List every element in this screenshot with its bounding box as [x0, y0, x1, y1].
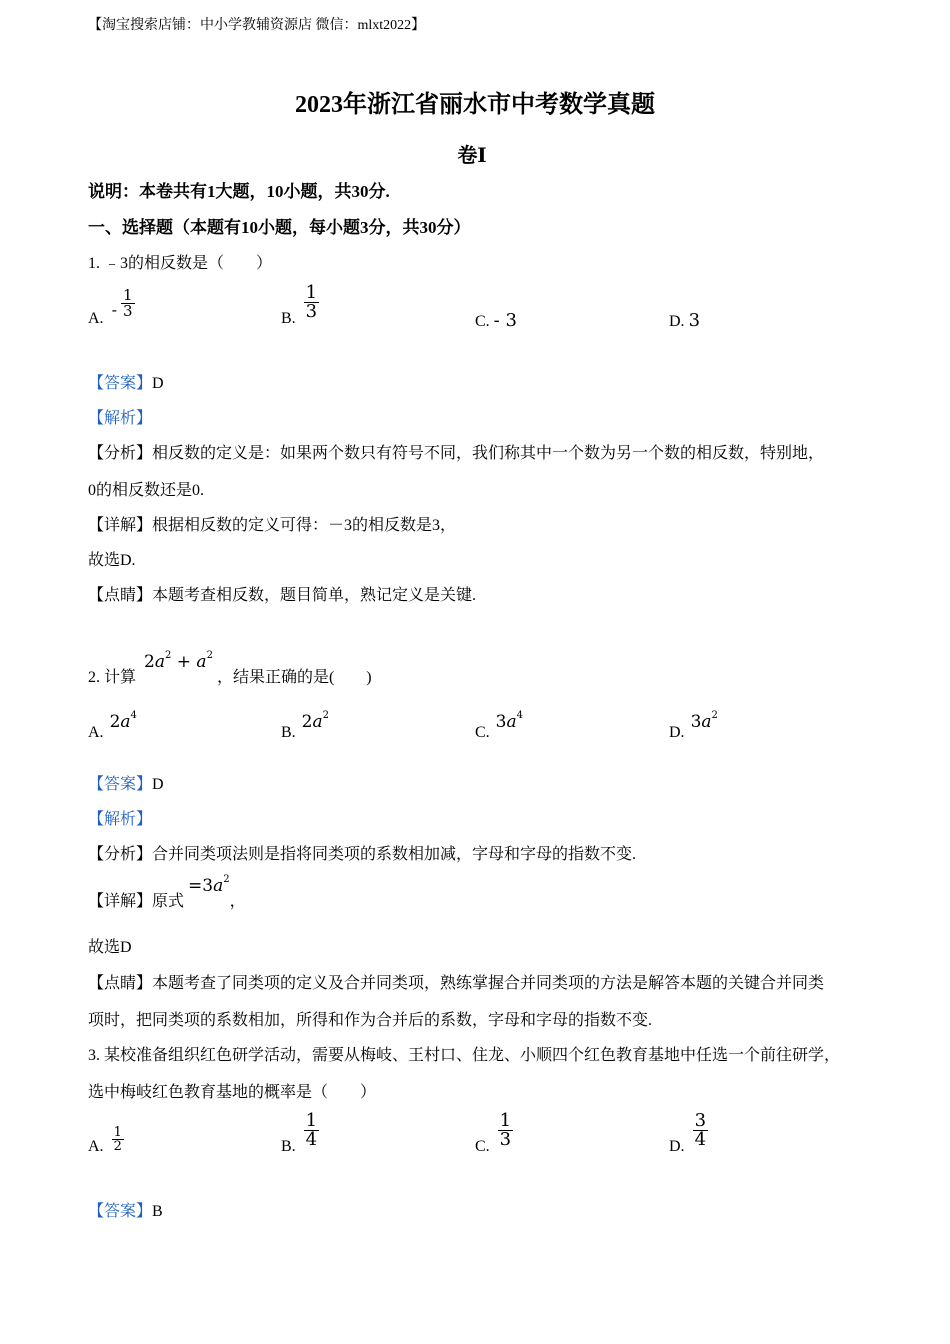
q2-dianjing-cont: 项时，把同类项的系数相加，所得和作为合并后的系数，字母和字母的指数不变. — [88, 1012, 653, 1029]
q1-option-b — [281, 284, 319, 328]
q1-option-a-label: A. — [88, 310, 104, 327]
q2-stem: 2. 计算 $2a^2 + a^2$ ，结果正确的是( ) — [88, 650, 372, 686]
q3-option-d: D. $\frac{3}{4}$ — [669, 1110, 707, 1155]
q2-dianjing: 【点睛】本题考查了同类项的定义及合并同类项，熟练掌握合并同类项的方法是解答本题的关键合并同类 — [88, 975, 825, 992]
q3-option-c-fraction: $\frac{1}{3}$ — [499, 1110, 512, 1150]
q1-dianjing: 【点睛】本题考查相反数，题目简单，熟记定义是关键. — [88, 587, 477, 604]
q3-option-a: A. $\frac{1}{2}$ — [88, 1125, 122, 1155]
q1-option-b-label: B. — [281, 310, 296, 327]
q1-analysis-tag: 【解析】 — [88, 410, 153, 427]
page-title: 2023年浙江省丽水市中考数学真题 — [295, 92, 655, 118]
q1-option-b-fraction: $\frac{1}{3}$ — [305, 282, 318, 322]
q3-answer: 【答案】B — [88, 1203, 163, 1220]
q3-stem-cont: 选中梅岐红色教育基地的概率是（ ） — [88, 1084, 377, 1101]
q3-option-a-fraction: $\frac{1}{2}$ — [113, 1125, 122, 1154]
q2-xiangjie: 【详解】原式 $=3a^2$， — [88, 874, 246, 910]
q2-choice: 故选D — [88, 939, 132, 956]
header-note: 【淘宝搜索店铺：中小学教辅资源店 微信：mlxt2022】 — [88, 18, 426, 33]
q1-option-d-label: D. — [669, 313, 685, 330]
q2-option-c: C. $3a^4$ — [475, 710, 524, 741]
q3-stem: 3. 某校准备组织红色研学活动，需要从梅岐、王村口、住龙、小顺四个红色教育基地中任选一个前往研学， — [88, 1047, 841, 1064]
q1-choice: 故选D. — [88, 552, 136, 569]
q1-option-a — [88, 284, 135, 328]
q1-fenxi-cont: 0的相反数还是0. — [88, 482, 205, 499]
q1-option-d — [669, 310, 700, 331]
q3-option-b-fraction: $\frac{1}{4}$ — [305, 1110, 318, 1150]
q2-expression: $2a^2 + a^2$ — [144, 650, 213, 672]
q2-option-a: A. $2a^4$ — [88, 710, 137, 741]
q2-option-d: D. $3a^2$ — [669, 710, 718, 741]
q1-stem: 1. ﹣3的相反数是（ ） — [88, 255, 273, 272]
q1-xiangjie: 【详解】根据相反数的定义可得：－3的相反数是3， — [88, 517, 457, 534]
q1-option-c — [475, 310, 517, 331]
section-heading: 一、选择题（本题有10小题，每小题3分，共30分） — [88, 218, 471, 237]
q2-option-b: B. $2a^2$ — [281, 710, 330, 741]
q1-fenxi: 【分析】相反数的定义是：如果两个数只有符号不同，我们称其中一个数为另一个数的相反数，特别地， — [88, 445, 825, 462]
q1-option-a-sign: - — [111, 300, 117, 319]
q3-option-b: B. $\frac{1}{4}$ — [281, 1110, 318, 1155]
q1-option-c-label: C. — [475, 313, 490, 330]
q1-option-a-fraction: $\frac{1}{3}$ — [122, 286, 133, 320]
q2-analysis-tag: 【解析】 — [88, 811, 153, 828]
q3-option-c: C. $\frac{1}{3}$ — [475, 1110, 512, 1155]
volume-label: 卷Ⅰ — [457, 145, 487, 167]
q1-answer: 【答案】D — [88, 375, 164, 392]
q1-option-c-value: - 3 — [493, 310, 517, 331]
q1-option-d-value: 3 — [688, 310, 701, 331]
q3-option-d-fraction: $\frac{3}{4}$ — [694, 1110, 707, 1150]
instructions: 说明：本卷共有1大题，10小题，共30分. — [88, 182, 390, 201]
q2-answer: 【答案】D — [88, 776, 164, 793]
q2-fenxi: 【分析】合并同类项法则是指将同类项的系数相加减，字母和字母的指数不变. — [88, 846, 637, 863]
